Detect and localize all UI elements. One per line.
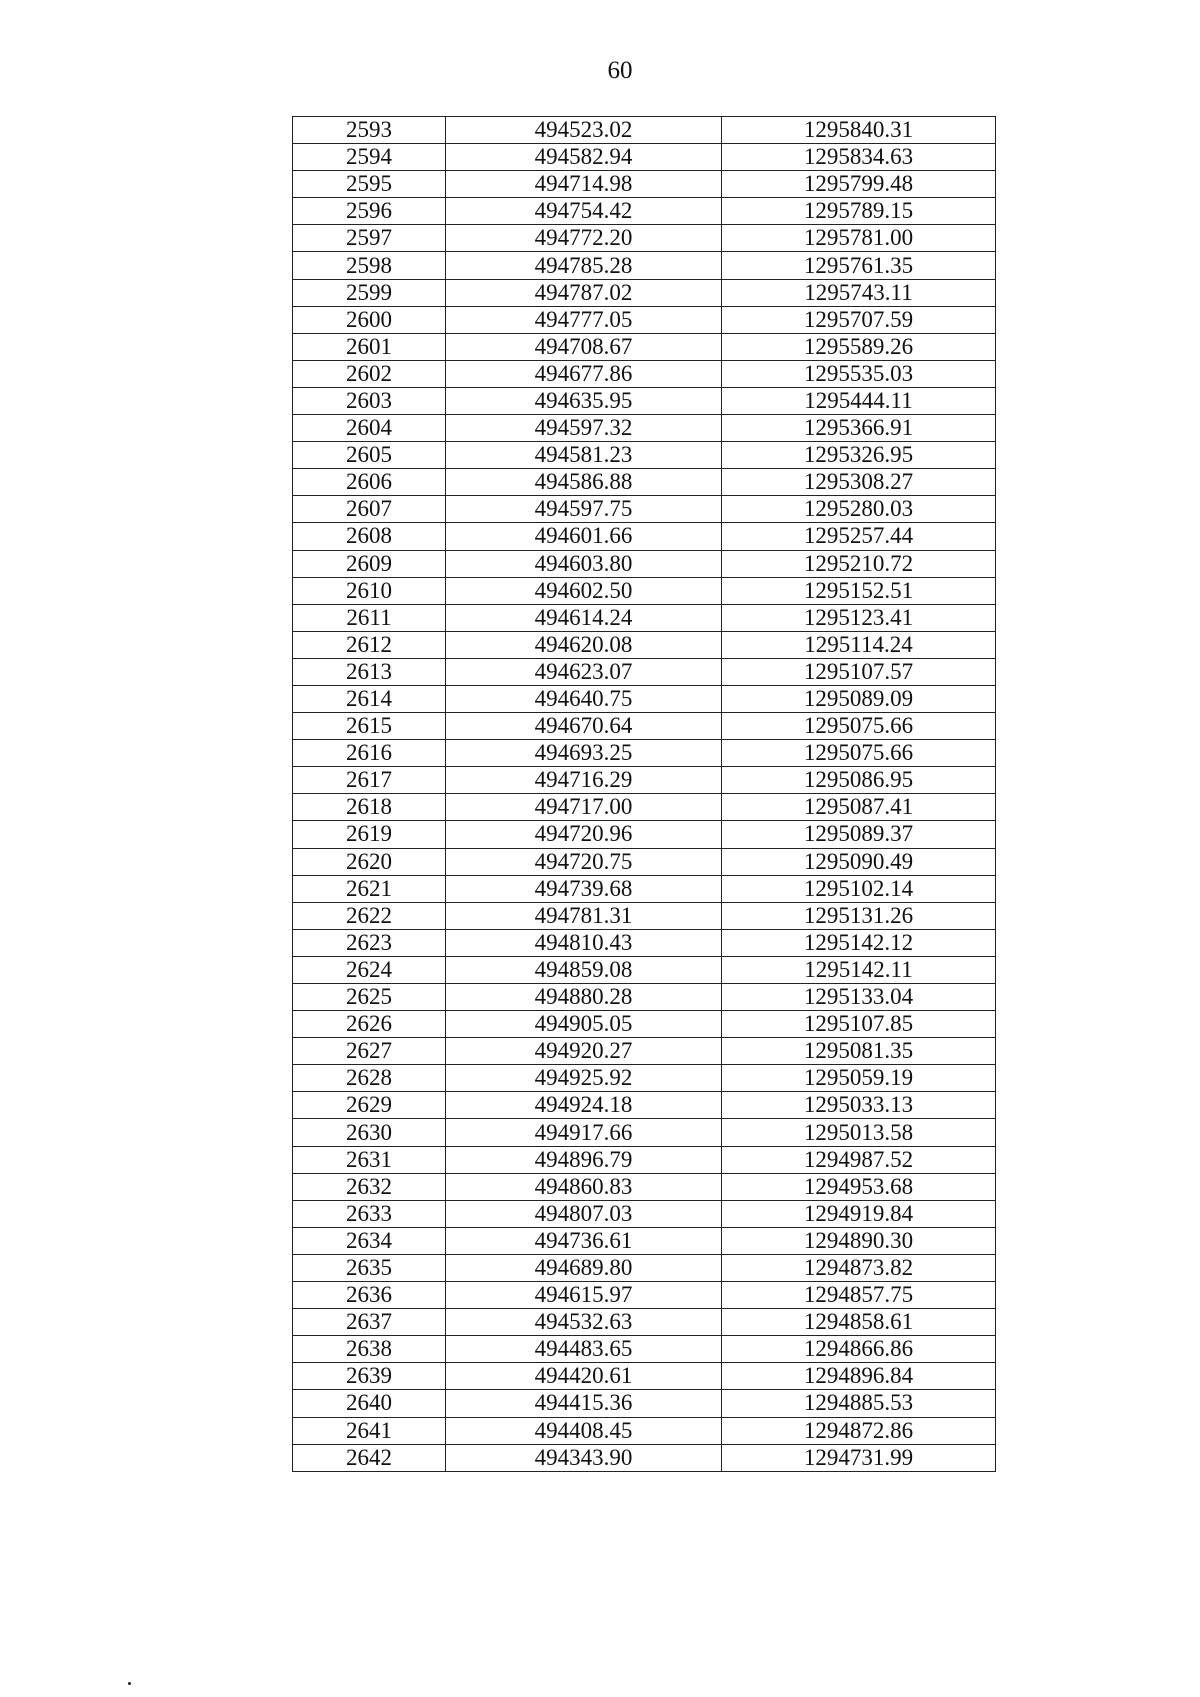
- table-row: [293, 848, 996, 875]
- point-number-cell: 2632: [293, 1173, 446, 1200]
- point-number-cell: 2642: [293, 1444, 446, 1471]
- y-coordinate-cell: 1294731.99: [722, 1444, 996, 1471]
- table-row: [293, 577, 996, 604]
- x-coordinate-cell: 494720.75: [446, 848, 722, 875]
- x-coordinate-cell: 494720.96: [446, 821, 722, 848]
- x-coordinate-cell: 494640.75: [446, 685, 722, 712]
- stray-dot: [128, 1682, 131, 1685]
- y-coordinate-cell: 1295707.59: [722, 306, 996, 333]
- y-coordinate-cell: 1295114.24: [722, 631, 996, 658]
- y-coordinate-cell: 1295107.85: [722, 1011, 996, 1038]
- point-number-cell: 2614: [293, 685, 446, 712]
- point-number-cell: 2616: [293, 740, 446, 767]
- point-number-cell: 2613: [293, 658, 446, 685]
- y-coordinate-cell: 1295102.14: [722, 875, 996, 902]
- point-number-cell: 2622: [293, 902, 446, 929]
- point-number-cell: 2635: [293, 1254, 446, 1281]
- x-coordinate-cell: 494739.68: [446, 875, 722, 902]
- page-number: 60: [607, 57, 633, 84]
- table-row: [293, 1336, 996, 1363]
- table-row: [293, 1173, 996, 1200]
- y-coordinate-cell: 1295152.51: [722, 577, 996, 604]
- point-number-cell: 2624: [293, 956, 446, 983]
- point-number-cell: 2604: [293, 415, 446, 442]
- point-number-cell: 2625: [293, 984, 446, 1011]
- coordinates-table: [292, 116, 996, 1472]
- y-coordinate-cell: 1295257.44: [722, 523, 996, 550]
- point-number-cell: 2631: [293, 1146, 446, 1173]
- table-row: [293, 496, 996, 523]
- point-number-cell: 2633: [293, 1200, 446, 1227]
- table-row: [293, 604, 996, 631]
- y-coordinate-cell: 1295210.72: [722, 550, 996, 577]
- x-coordinate-cell: 494905.05: [446, 1011, 722, 1038]
- x-coordinate-cell: 494810.43: [446, 929, 722, 956]
- point-number-cell: 2610: [293, 577, 446, 604]
- y-coordinate-cell: 1295059.19: [722, 1065, 996, 1092]
- y-coordinate-cell: 1295280.03: [722, 496, 996, 523]
- x-coordinate-cell: 494736.61: [446, 1227, 722, 1254]
- x-coordinate-cell: 494880.28: [446, 984, 722, 1011]
- table-row: [293, 767, 996, 794]
- x-coordinate-cell: 494716.29: [446, 767, 722, 794]
- table-row: [293, 225, 996, 252]
- point-number-cell: 2608: [293, 523, 446, 550]
- table-row: [293, 1119, 996, 1146]
- table-row: [293, 415, 996, 442]
- y-coordinate-cell: 1295761.35: [722, 252, 996, 279]
- point-number-cell: 2596: [293, 198, 446, 225]
- x-coordinate-cell: 494408.45: [446, 1417, 722, 1444]
- x-coordinate-cell: 494523.02: [446, 117, 722, 144]
- x-coordinate-cell: 494483.65: [446, 1336, 722, 1363]
- x-coordinate-cell: 494602.50: [446, 577, 722, 604]
- x-coordinate-cell: 494420.61: [446, 1363, 722, 1390]
- x-coordinate-cell: 494777.05: [446, 306, 722, 333]
- table-row: [293, 956, 996, 983]
- table-row: [293, 1444, 996, 1471]
- y-coordinate-cell: 1295799.48: [722, 171, 996, 198]
- x-coordinate-cell: 494924.18: [446, 1092, 722, 1119]
- x-coordinate-cell: 494772.20: [446, 225, 722, 252]
- table-row: [293, 740, 996, 767]
- table-row: [293, 1200, 996, 1227]
- y-coordinate-cell: 1295089.09: [722, 685, 996, 712]
- x-coordinate-cell: 494677.86: [446, 360, 722, 387]
- table-row: [293, 1092, 996, 1119]
- y-coordinate-cell: 1295834.63: [722, 144, 996, 171]
- point-number-cell: 2602: [293, 360, 446, 387]
- y-coordinate-cell: 1295075.66: [722, 713, 996, 740]
- y-coordinate-cell: 1294919.84: [722, 1200, 996, 1227]
- point-number-cell: 2598: [293, 252, 446, 279]
- table-row: [293, 333, 996, 360]
- table-row: [293, 821, 996, 848]
- table-row: [293, 387, 996, 414]
- x-coordinate-cell: 494714.98: [446, 171, 722, 198]
- point-number-cell: 2595: [293, 171, 446, 198]
- point-number-cell: 2629: [293, 1092, 446, 1119]
- table-row: [293, 658, 996, 685]
- y-coordinate-cell: 1295033.13: [722, 1092, 996, 1119]
- y-coordinate-cell: 1295142.11: [722, 956, 996, 983]
- x-coordinate-cell: 494623.07: [446, 658, 722, 685]
- table-row: [293, 1227, 996, 1254]
- point-number-cell: 2600: [293, 306, 446, 333]
- point-number-cell: 2603: [293, 387, 446, 414]
- y-coordinate-cell: 1294866.86: [722, 1336, 996, 1363]
- point-number-cell: 2618: [293, 794, 446, 821]
- table-row: [293, 1282, 996, 1309]
- y-coordinate-cell: 1295107.57: [722, 658, 996, 685]
- table-row: [293, 171, 996, 198]
- point-number-cell: 2630: [293, 1119, 446, 1146]
- table-row: [293, 631, 996, 658]
- y-coordinate-cell: 1295086.95: [722, 767, 996, 794]
- y-coordinate-cell: 1295840.31: [722, 117, 996, 144]
- y-coordinate-cell: 1294890.30: [722, 1227, 996, 1254]
- table-row: [293, 117, 996, 144]
- y-coordinate-cell: 1294885.53: [722, 1390, 996, 1417]
- y-coordinate-cell: 1295781.00: [722, 225, 996, 252]
- table-row: [293, 1254, 996, 1281]
- y-coordinate-cell: 1294987.52: [722, 1146, 996, 1173]
- point-number-cell: 2599: [293, 279, 446, 306]
- table-row: [293, 902, 996, 929]
- x-coordinate-cell: 494781.31: [446, 902, 722, 929]
- y-coordinate-cell: 1295081.35: [722, 1038, 996, 1065]
- x-coordinate-cell: 494582.94: [446, 144, 722, 171]
- y-coordinate-cell: 1295789.15: [722, 198, 996, 225]
- point-number-cell: 2617: [293, 767, 446, 794]
- y-coordinate-cell: 1294858.61: [722, 1309, 996, 1336]
- table-row: [293, 1417, 996, 1444]
- y-coordinate-cell: 1295131.26: [722, 902, 996, 929]
- point-number-cell: 2636: [293, 1282, 446, 1309]
- point-number-cell: 2623: [293, 929, 446, 956]
- table-row: [293, 252, 996, 279]
- table-row: [293, 1065, 996, 1092]
- x-coordinate-cell: 494917.66: [446, 1119, 722, 1146]
- point-number-cell: 2615: [293, 713, 446, 740]
- point-number-cell: 2627: [293, 1038, 446, 1065]
- y-coordinate-cell: 1295142.12: [722, 929, 996, 956]
- coordinates-table-body: [293, 117, 996, 1472]
- x-coordinate-cell: 494925.92: [446, 1065, 722, 1092]
- point-number-cell: 2639: [293, 1363, 446, 1390]
- y-coordinate-cell: 1295444.11: [722, 387, 996, 414]
- y-coordinate-cell: 1294873.82: [722, 1254, 996, 1281]
- point-number-cell: 2638: [293, 1336, 446, 1363]
- table-row: [293, 523, 996, 550]
- x-coordinate-cell: 494635.95: [446, 387, 722, 414]
- x-coordinate-cell: 494597.75: [446, 496, 722, 523]
- y-coordinate-cell: 1295089.37: [722, 821, 996, 848]
- point-number-cell: 2612: [293, 631, 446, 658]
- x-coordinate-cell: 494343.90: [446, 1444, 722, 1471]
- y-coordinate-cell: 1295366.91: [722, 415, 996, 442]
- table-row: [293, 279, 996, 306]
- table-row: [293, 469, 996, 496]
- x-coordinate-cell: 494920.27: [446, 1038, 722, 1065]
- y-coordinate-cell: 1294896.84: [722, 1363, 996, 1390]
- table-row: [293, 1146, 996, 1173]
- table-row: [293, 685, 996, 712]
- y-coordinate-cell: 1295743.11: [722, 279, 996, 306]
- table-row: [293, 144, 996, 171]
- point-number-cell: 2606: [293, 469, 446, 496]
- y-coordinate-cell: 1295013.58: [722, 1119, 996, 1146]
- table-row: [293, 1363, 996, 1390]
- y-coordinate-cell: 1294857.75: [722, 1282, 996, 1309]
- x-coordinate-cell: 494693.25: [446, 740, 722, 767]
- x-coordinate-cell: 494859.08: [446, 956, 722, 983]
- table-row: [293, 442, 996, 469]
- table-row: [293, 1011, 996, 1038]
- x-coordinate-cell: 494581.23: [446, 442, 722, 469]
- y-coordinate-cell: 1295133.04: [722, 984, 996, 1011]
- x-coordinate-cell: 494597.32: [446, 415, 722, 442]
- x-coordinate-cell: 494896.79: [446, 1146, 722, 1173]
- table-row: [293, 1390, 996, 1417]
- y-coordinate-cell: 1295589.26: [722, 333, 996, 360]
- x-coordinate-cell: 494415.36: [446, 1390, 722, 1417]
- x-coordinate-cell: 494615.97: [446, 1282, 722, 1309]
- x-coordinate-cell: 494532.63: [446, 1309, 722, 1336]
- point-number-cell: 2594: [293, 144, 446, 171]
- point-number-cell: 2621: [293, 875, 446, 902]
- point-number-cell: 2607: [293, 496, 446, 523]
- y-coordinate-cell: 1295326.95: [722, 442, 996, 469]
- y-coordinate-cell: 1294953.68: [722, 1173, 996, 1200]
- table-row: [293, 198, 996, 225]
- table-row: [293, 875, 996, 902]
- point-number-cell: 2611: [293, 604, 446, 631]
- point-number-cell: 2605: [293, 442, 446, 469]
- point-number-cell: 2628: [293, 1065, 446, 1092]
- y-coordinate-cell: 1295123.41: [722, 604, 996, 631]
- point-number-cell: 2620: [293, 848, 446, 875]
- table-row: [293, 1309, 996, 1336]
- x-coordinate-cell: 494785.28: [446, 252, 722, 279]
- y-coordinate-cell: 1295087.41: [722, 794, 996, 821]
- point-number-cell: 2637: [293, 1309, 446, 1336]
- y-coordinate-cell: 1295075.66: [722, 740, 996, 767]
- x-coordinate-cell: 494807.03: [446, 1200, 722, 1227]
- x-coordinate-cell: 494754.42: [446, 198, 722, 225]
- y-coordinate-cell: 1295308.27: [722, 469, 996, 496]
- table-row: [293, 1038, 996, 1065]
- point-number-cell: 2619: [293, 821, 446, 848]
- table-row: [293, 794, 996, 821]
- point-number-cell: 2626: [293, 1011, 446, 1038]
- table-row: [293, 984, 996, 1011]
- point-number-cell: 2634: [293, 1227, 446, 1254]
- point-number-cell: 2601: [293, 333, 446, 360]
- point-number-cell: 2609: [293, 550, 446, 577]
- x-coordinate-cell: 494670.64: [446, 713, 722, 740]
- x-coordinate-cell: 494860.83: [446, 1173, 722, 1200]
- x-coordinate-cell: 494614.24: [446, 604, 722, 631]
- point-number-cell: 2597: [293, 225, 446, 252]
- y-coordinate-cell: 1295535.03: [722, 360, 996, 387]
- table-row: [293, 306, 996, 333]
- x-coordinate-cell: 494586.88: [446, 469, 722, 496]
- y-coordinate-cell: 1294872.86: [722, 1417, 996, 1444]
- y-coordinate-cell: 1295090.49: [722, 848, 996, 875]
- table-row: [293, 360, 996, 387]
- table-row: [293, 713, 996, 740]
- x-coordinate-cell: 494708.67: [446, 333, 722, 360]
- x-coordinate-cell: 494689.80: [446, 1254, 722, 1281]
- x-coordinate-cell: 494601.66: [446, 523, 722, 550]
- point-number-cell: 2640: [293, 1390, 446, 1417]
- x-coordinate-cell: 494603.80: [446, 550, 722, 577]
- x-coordinate-cell: 494787.02: [446, 279, 722, 306]
- x-coordinate-cell: 494717.00: [446, 794, 722, 821]
- point-number-cell: 2593: [293, 117, 446, 144]
- table-row: [293, 929, 996, 956]
- x-coordinate-cell: 494620.08: [446, 631, 722, 658]
- table-row: [293, 550, 996, 577]
- point-number-cell: 2641: [293, 1417, 446, 1444]
